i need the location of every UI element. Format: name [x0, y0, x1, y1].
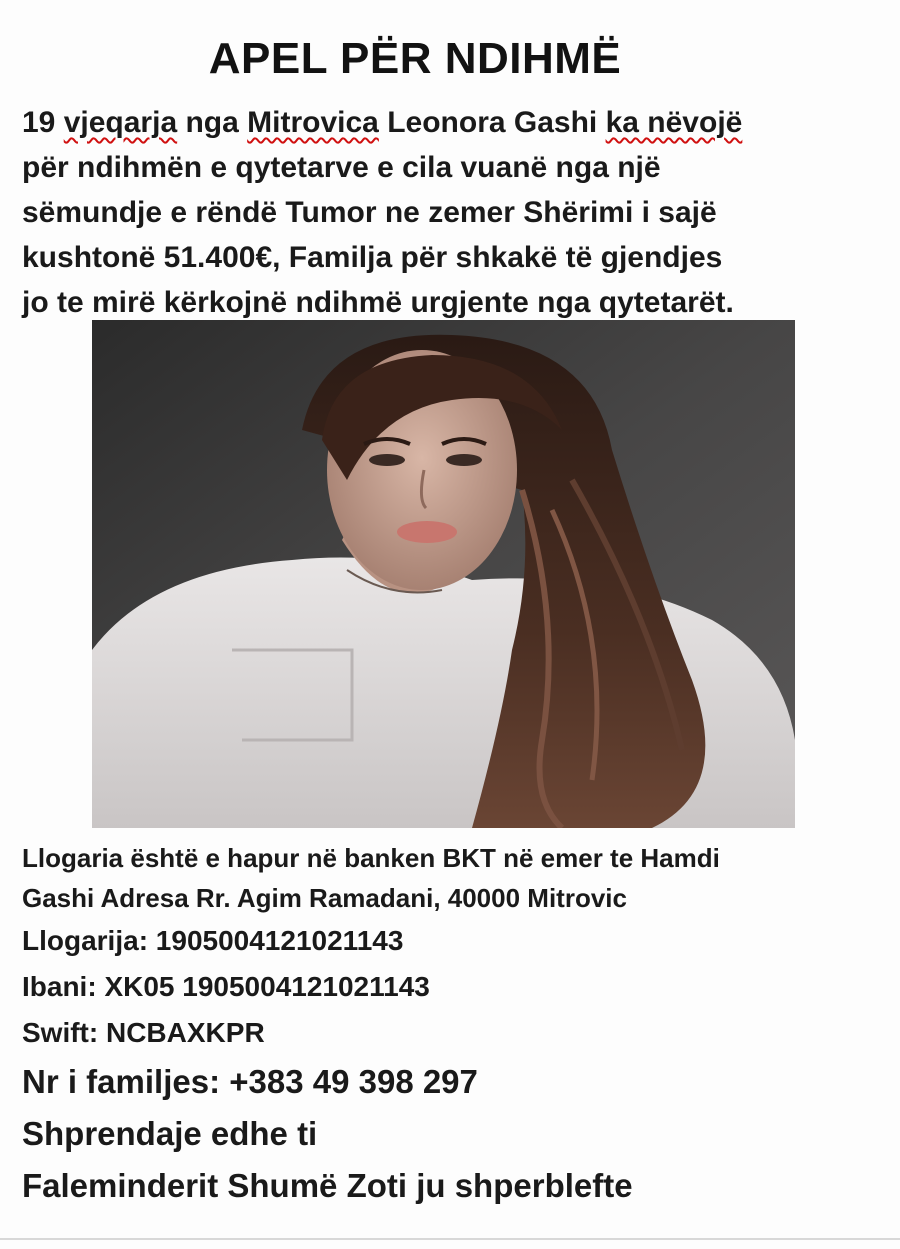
portrait-photo: [92, 320, 795, 828]
misspelled-word: ka nëvojë: [605, 106, 743, 139]
appeal-line-1: 19 vjeqarja nga Mitrovica Leonora Gashi ka nëvojë: [22, 106, 743, 139]
account-info-line-2: Gashi Adresa Rr. Agim Ramadani, 40000 Mitrovic: [22, 883, 627, 913]
portrait-illustration: [92, 320, 795, 828]
bottom-edge: [0, 1238, 900, 1240]
poster-title: APEL PËR NDIHMË: [208, 34, 622, 83]
appeal-line-2: për ndihmën e qytetarve e cila vuanë nga një: [22, 151, 661, 184]
misspelled-word: Mitrovica: [247, 106, 379, 139]
bank-details: [22, 838, 882, 1212]
account-info-line-1: Llogaria është e hapur në banken BKT në emer te Hamdi: [22, 843, 720, 873]
misspelled-word: vjeqarja: [63, 106, 178, 139]
swift-code: Swift: NCBAXKPR: [22, 1017, 265, 1048]
thanks-message: Faleminderit Shumë Zoti ju shperblefte: [22, 1167, 633, 1204]
appeal-line-4: kushtonë 51.400€, Familja për shkakë të gjendjes: [22, 241, 723, 274]
family-phone: Nr i familjes: +383 49 398 297: [22, 1063, 478, 1100]
share-appeal: Shprendaje edhe ti: [22, 1115, 318, 1152]
iban: Ibani: XK05 1905004121021143: [22, 971, 430, 1002]
appeal-text: [22, 100, 882, 325]
appeal-line-3: sëmundje e rëndë Tumor ne zemer Shërimi i sajë: [22, 196, 717, 229]
account-number: Llogarija: 1905004121021143: [22, 925, 404, 956]
appeal-line-5: jo te mirë kërkojnë ndihmë urgjente nga qytetarët.: [22, 286, 734, 319]
